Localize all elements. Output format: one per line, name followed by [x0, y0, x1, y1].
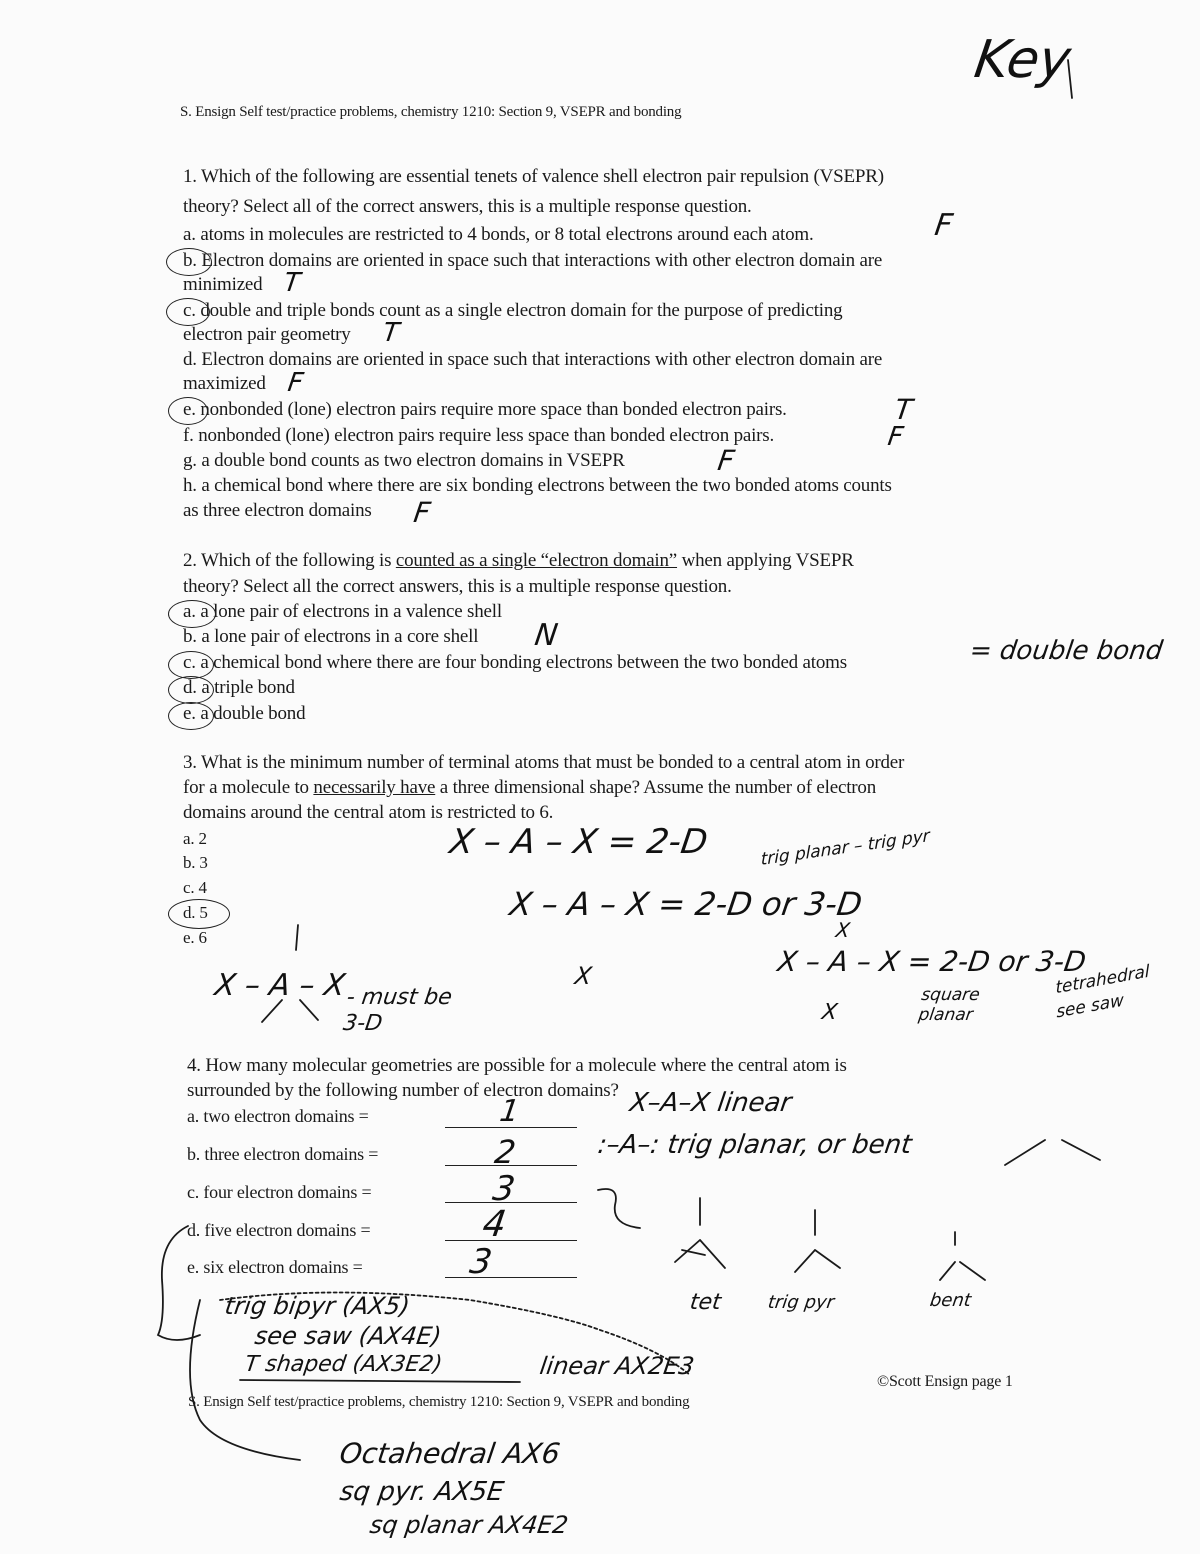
q3-note-sq-tag1: square planar — [917, 985, 982, 1025]
q1-mark-f: F — [885, 422, 906, 452]
key-stroke — [1068, 60, 1072, 98]
q1-mark-e: T — [892, 393, 915, 426]
q2-line1-post: when applying VSEPR — [677, 550, 854, 571]
q1-option-f: f. nonbonded (lone) electron pairs require less space than bonded electron pairs. — [183, 425, 775, 446]
q3-line3: domains around the central atom is restricted to 6. — [183, 802, 554, 823]
q2-option-c: c. a chemical bond where there are four bonding electrons between the two bonded atoms — [183, 652, 847, 673]
q4-note-linear: X–A–X linear — [627, 1088, 794, 1118]
q1-option-b-cont: minimized — [183, 274, 263, 295]
q4-six-3: sq planar AX4E2 — [368, 1511, 570, 1539]
q3-option-b: b. 3 — [183, 853, 208, 872]
q3-line1: 3. What is the minimum number of terminal atoms that must be bonded to a central atom in order — [183, 752, 905, 773]
page-header-repeat: S. Ensign Self test/practice problems, chemistry 1210: Section 9, VSEPR and bonding — [188, 1394, 690, 1410]
q4-underline — [240, 1380, 520, 1382]
q4-row-d-label: d. five electron domains = — [187, 1220, 371, 1240]
q4-row-a-label: a. two electron domains = — [187, 1106, 369, 1126]
q1-mark-a: F — [932, 208, 955, 243]
q3-line2-pre: for a molecule to — [183, 777, 314, 798]
q2-note-c: = double bond — [967, 636, 1165, 666]
q1-mark-c: T — [380, 318, 401, 348]
q3-option-d: d. 5 — [183, 903, 208, 922]
q1-option-d-cont: maximized — [183, 373, 266, 394]
q1-mark-g: F — [715, 444, 737, 477]
q4-note-bent: bent — [928, 1290, 973, 1311]
q3-note-linear: X – A – X = 2-D — [447, 822, 711, 862]
q2-mark-b: N — [532, 618, 560, 653]
q4-note-trig: :–A–: trig planar, or bent — [595, 1130, 914, 1160]
q1-mark-h: F — [411, 496, 433, 529]
q3-note-sq-bot: X — [820, 1000, 839, 1025]
q3-option-c: c. 4 — [183, 878, 207, 897]
q4-note-tet: tet — [688, 1290, 723, 1315]
q4-row-d-answer: 4 — [480, 1204, 509, 1245]
q1-option-c: c. double and triple bonds count as a single electron domain for the purpose of predicting — [183, 300, 843, 321]
q1-line2: theory? Select all of the correct answers, this is a multiple response question. — [183, 196, 752, 217]
q4-tet-1 — [675, 1198, 725, 1268]
q4-tet-3 — [940, 1232, 985, 1280]
key-annotation: Key — [970, 30, 1075, 90]
q3-sketch-bond-left — [262, 1000, 282, 1022]
q1-option-h-cont: as three electron domains — [183, 500, 372, 521]
q4-row-b-answer: 2 — [492, 1133, 519, 1171]
q1-mark-d: F — [285, 368, 306, 398]
q4-loop — [220, 1293, 690, 1376]
q3-line2-underlined: necessarily have — [313, 777, 436, 798]
q3-note-trig: X – A – X = 2-D or 3-D — [507, 885, 865, 923]
q1-option-c-cont: electron pair geometry — [183, 324, 351, 345]
q1-option-b: b. Electron domains are oriented in space such that interactions with other electron domain are — [183, 250, 883, 271]
copyright: ©Scott Ensign page 1 — [877, 1373, 1013, 1390]
q4-row-e-answer: 3 — [467, 1242, 495, 1282]
q4-line2: surrounded by the following number of electron domains? — [187, 1080, 619, 1101]
q2-line2: theory? Select all the correct answers, this is a multiple response question. — [183, 576, 732, 597]
q3-note-sq: X – A – X = 2-D or 3-D — [775, 945, 1089, 978]
q1-option-h: h. a chemical bond where there are six bonding electrons between the two bonded atoms counts — [183, 475, 892, 496]
q4-five-3: T shaped (AX3E2) — [243, 1352, 444, 1377]
q4-row-c-answer: 3 — [490, 1169, 518, 1209]
q3-note-sq-top: X — [834, 918, 852, 942]
q3-option-e: e. 6 — [183, 928, 207, 947]
q2-line1-underlined: counted as a single “electron domain” — [395, 550, 678, 571]
q4-five-1: trig bipyr (AX5) — [223, 1292, 412, 1320]
q3-sketch-bond-top — [296, 925, 298, 950]
q1-mark-b: T — [281, 268, 302, 298]
q3-note-trig-sub: X — [573, 962, 594, 990]
q4-row-b-label: b. three electron domains = — [187, 1144, 379, 1164]
q3-note-four: X – A – X — [212, 968, 348, 1003]
q4-tet-2 — [795, 1210, 840, 1272]
q4-line1: 4. How many molecular geometries are possible for a molecule where the central atom is — [187, 1055, 847, 1076]
q3-option-a: a. 2 — [183, 829, 207, 848]
q1-option-a: a. atoms in molecules are restricted to 4 bonds, or 8 total electrons around each atom. — [183, 224, 814, 245]
q3-note-trig-tag: trig planar – trig pyr — [760, 826, 930, 870]
q4-note-pyr: trig pyr — [766, 1292, 836, 1313]
q3-note-sq-tag2: tetrahedral see saw — [1055, 961, 1150, 1023]
q1-line1: 1. Which of the following are essential tenets of valence shell electron pair repulsion (VSEPR) — [183, 166, 884, 187]
q4-bent-sketch — [1005, 1140, 1100, 1165]
q4-row-a-answer: 1 — [497, 1094, 522, 1129]
q4-row-c-label: c. four electron domains = — [187, 1182, 372, 1202]
q2-option-b: b. a lone pair of electrons in a core shell — [183, 626, 479, 647]
q2-line1-pre: 2. Which of the following is — [183, 550, 396, 571]
q1-option-g: g. a double bond counts as two electron domains in VSEPR — [183, 450, 625, 471]
q3-note-four-tag: - must be 3-D — [341, 985, 454, 1036]
q4-six-2: sq pyr. AX5E — [337, 1477, 506, 1507]
q3-sketch-bond-right — [300, 1000, 318, 1020]
q4-bracket — [598, 1189, 640, 1228]
q4-brace — [158, 1226, 300, 1460]
q3-line2-post: a three dimensional shape? Assume the number of electron — [435, 777, 876, 798]
q2-option-e: e. a double bond — [183, 703, 306, 724]
q4-six-1: Octahedral AX6 — [337, 1437, 563, 1470]
q2-option-d: d. a triple bond — [183, 677, 295, 698]
page-header: S. Ensign Self test/practice problems, chemistry 1210: Section 9, VSEPR and bonding — [180, 104, 682, 120]
q4-row-e-label: e. six electron domains = — [187, 1257, 363, 1277]
q1-option-d: d. Electron domains are oriented in space such that interactions with other electron domain are — [183, 349, 883, 370]
q4-five-4: linear AX2E3 — [538, 1352, 697, 1380]
q4-five-2: see saw (AX4E) — [253, 1322, 444, 1350]
q2-option-a: a. a lone pair of electrons in a valence shell — [183, 601, 502, 622]
q1-option-e: e. nonbonded (lone) electron pairs require more space than bonded electron pairs. — [183, 399, 787, 420]
